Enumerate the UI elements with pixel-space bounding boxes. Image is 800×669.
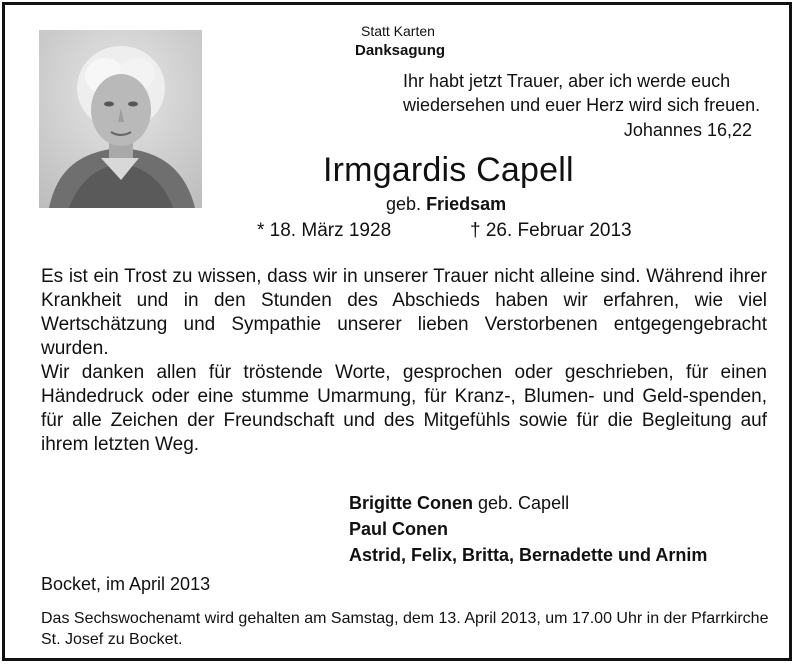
death-date: † 26. Februar 2013: [470, 220, 632, 241]
signatory-name-1: Brigitte Conen: [349, 493, 473, 513]
statt-karten-label: Statt Karten: [361, 23, 435, 39]
place-date: Bocket, im April 2013: [41, 574, 211, 594]
geb-prefix: geb.: [386, 194, 422, 214]
obituary-notice: [2, 2, 792, 661]
birth-date: * 18. März 1928: [257, 220, 392, 241]
danksagung-heading: Danksagung: [355, 42, 446, 59]
deceased-name: Irmgardis Capell: [323, 151, 574, 189]
signatory-line-1: [349, 493, 569, 514]
signatory-suffix-1: geb. Capell: [478, 493, 570, 513]
service-note: Das Sechswochenamt wird gehalten am Samstag, dem 13. April 2013, um 17.00 Uhr in der Pfarrkirche St. Josef zu Bocket.: [41, 610, 769, 648]
maiden-name-line: [386, 194, 506, 215]
portrait-photo-icon: [39, 30, 202, 208]
signatory-line-3: Astrid, Felix, Britta, Bernadette und Arnim: [349, 545, 708, 565]
body-paragraph-1: Es ist ein Trost zu wissen, dass wir in unserer Trauer nicht alleine sind. Während ihrer Krankheit und in den Stunden des Abschieds haben wir erfahren, wie viel Wertschätzung und Sympathie unserer lieben Verstorbenen entgegengebracht wurden.: [41, 266, 767, 359]
quote-reference: Johannes 16,22: [623, 120, 752, 140]
maiden-name: Friedsam: [426, 194, 507, 214]
body-paragraph-2: Wir danken allen für tröstende Worte, gesprochen oder geschrieben, für einen Händedruck oder eine stumme Umarmung, für Kranz-, Blumen- und Geld-spenden, für alle Zeichen der Freundschaft und des Mitgefühls sowie für die Begleitung auf ihrem letzten Weg.: [41, 362, 767, 455]
portrait-photo: [39, 30, 202, 208]
quote-line-2: wiedersehen und euer Herz wird sich freuen.: [403, 95, 761, 115]
quote-line-1: Ihr habt jetzt Trauer, aber ich werde euch: [403, 71, 731, 91]
thank-you-text: [41, 265, 767, 457]
signatory-line-2: Paul Conen: [349, 519, 449, 539]
